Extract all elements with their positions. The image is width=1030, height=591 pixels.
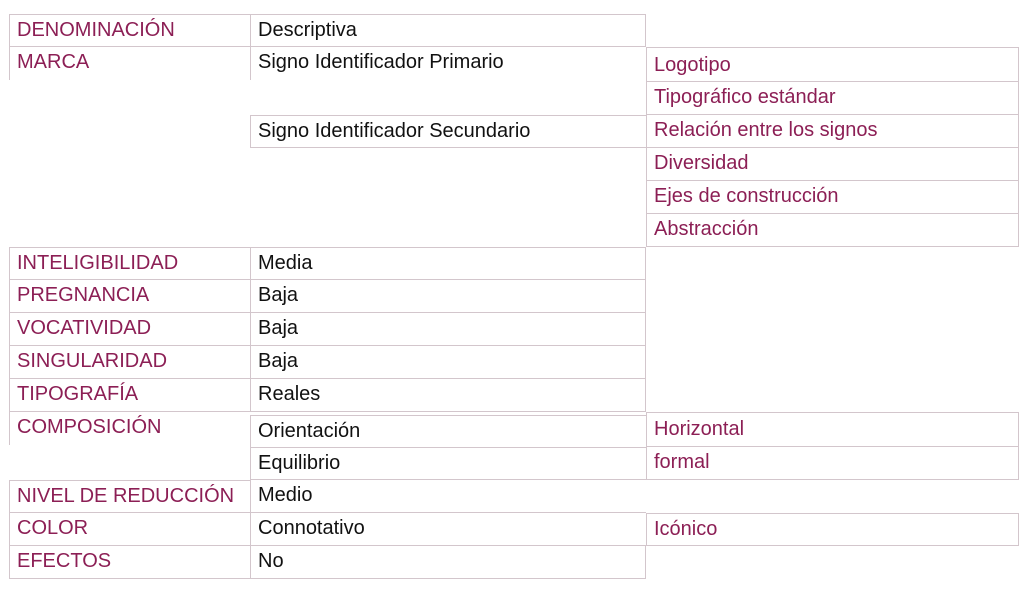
value-orientacion: Orientación <box>250 415 646 448</box>
label-vocatividad: VOCATIVIDAD <box>9 313 250 346</box>
sub-iconico: Icónico <box>646 513 1019 546</box>
value-vocatividad: Baja <box>250 313 646 346</box>
label-denominacion: DENOMINACIÓN <box>9 14 250 47</box>
label-nivel-reduccion: NIVEL DE REDUCCIÓN <box>9 480 250 513</box>
value-singularidad: Baja <box>250 346 646 379</box>
value-efectos: No <box>250 546 646 579</box>
sub-diversidad: Diversidad <box>646 148 1019 181</box>
label-tipografia: TIPOGRAFÍA <box>9 379 250 412</box>
value-pregnancia: Baja <box>250 280 646 313</box>
sub-relacion-signos: Relación entre los signos <box>646 115 1019 148</box>
value-color: Connotativo <box>250 513 646 546</box>
label-singularidad: SINGULARIDAD <box>9 346 250 379</box>
label-color: COLOR <box>9 513 250 546</box>
sub-tipografico-estandar: Tipográfico estándar <box>646 82 1019 115</box>
value-tipografia: Reales <box>250 379 646 412</box>
value-marca-secundario: Signo Identificador Secundario <box>250 115 646 148</box>
label-pregnancia: PREGNANCIA <box>9 280 250 313</box>
sub-ejes-construccion: Ejes de construcción <box>646 181 1019 214</box>
label-marca: MARCA <box>9 47 250 80</box>
label-composicion: COMPOSICIÓN <box>9 412 250 445</box>
sub-abstraccion: Abstracción <box>646 214 1019 247</box>
label-inteligibilidad: INTELIGIBILIDAD <box>9 247 250 280</box>
sub-horizontal: Horizontal <box>646 412 1019 447</box>
label-efectos: EFECTOS <box>9 546 250 579</box>
value-inteligibilidad: Media <box>250 247 646 280</box>
value-equilibrio: Equilibrio <box>250 448 646 480</box>
value-denominacion: Descriptiva <box>250 14 646 47</box>
sub-formal: formal <box>646 447 1019 480</box>
value-nivel-reduccion: Medio <box>250 480 646 513</box>
sub-logotipo: Logotipo <box>646 47 1019 82</box>
value-marca-primario: Signo Identificador Primario <box>250 47 646 80</box>
